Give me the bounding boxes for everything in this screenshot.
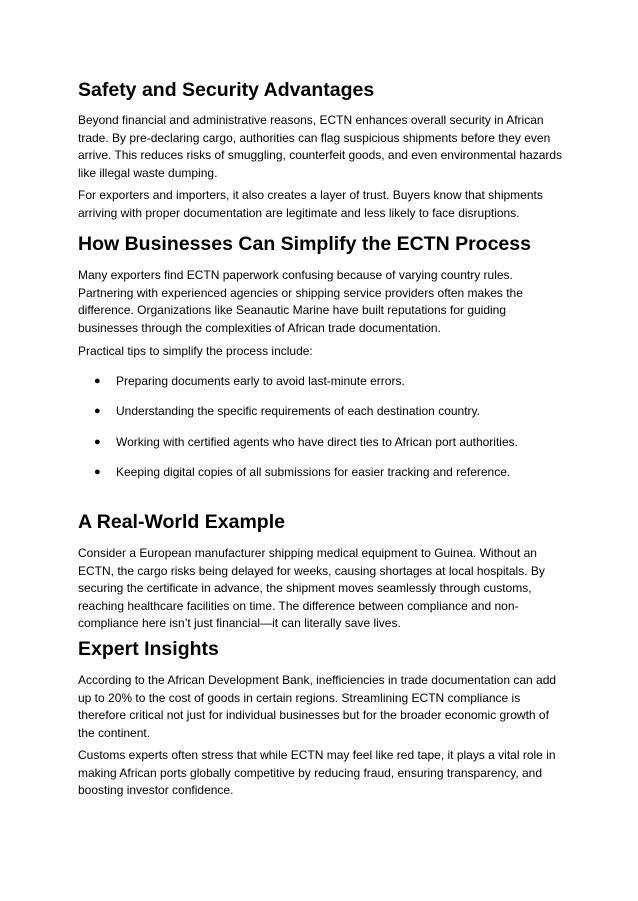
list-item [78,434,568,452]
section-heading-safety: Safety and Security Advantages [78,79,375,101]
section-heading-simplify: How Businesses Can Simplify the ECTN Process [78,233,531,255]
paragraph-simplify-1: Many exporters find ECTN paperwork confusing because of varying country rules. Partnering with experienced agencies or shipping service providers often makes the difference. Organizations like Seanautic Marine have built reputations for guiding businesses through the complexities of African trade documentation. [78,268,523,335]
list-item-text: Preparing documents early to avoid last-minute errors. [116,374,405,388]
list-item-text: Keeping digital copies of all submissions for easier tracking and reference. [116,465,511,480]
tips-list [78,373,568,482]
list-item [78,403,568,421]
list-item-text: Working with certified agents who have direct ties to African port authorities. [116,434,518,449]
bullet-icon: ● [94,466,101,479]
section-heading-real-world: A Real-World Example [78,511,285,533]
section-heading-expert: Expert Insights [78,638,219,660]
paragraph-simplify-2: Practical tips to simplify the process include: [78,344,313,358]
paragraph-safety-2: For exporters and importers, it also creates a layer of trust. Buyers know that shipments arriving with proper documentation are legitimate and less likely to face disruptions. [78,188,543,220]
bullet-icon: ● [94,435,101,448]
bullet-icon: ● [94,375,101,387]
bullet-icon: ● [94,405,101,418]
paragraph-expert-1: According to the African Development Bank, inefficiencies in trade documentation can add up to 20% to the cost of goods in certain regions. Streamlining ECTN compliance is therefore critical not just for individual businesses but for the broader economic growth of the continent. [78,673,557,740]
list-item-text: Understanding the specific requirements of each destination country. [116,404,480,419]
list-item [78,464,568,482]
list-item [78,373,568,391]
paragraph-expert-2: Customs experts often stress that while ECTN may feel like red tape, it plays a vital role in making African ports globally competitive by reducing fraud, ensuring transparency, and boosting investor confidence. [78,748,556,798]
paragraph-safety-1: Beyond financial and administrative reasons, ECTN enhances overall security in African trade. By pre-declaring cargo, authorities can flag suspicious shipments before they even arrive. This reduces risks of smuggling, counterfeit goods, and even environmental hazards like illegal waste dumping. [78,113,563,180]
paragraph-real-world-1: Consider a European manufacturer shipping medical equipment to Guinea. Without an ECTN, the cargo risks being delayed for weeks, causing shortages at local hospitals. By securing the certificate in advance, the shipment moves seamlessly through customs, reaching healthcare facilities on time. The difference between compliance and non-compliance here isn’t just financial—it can literally save lives. [78,546,545,631]
